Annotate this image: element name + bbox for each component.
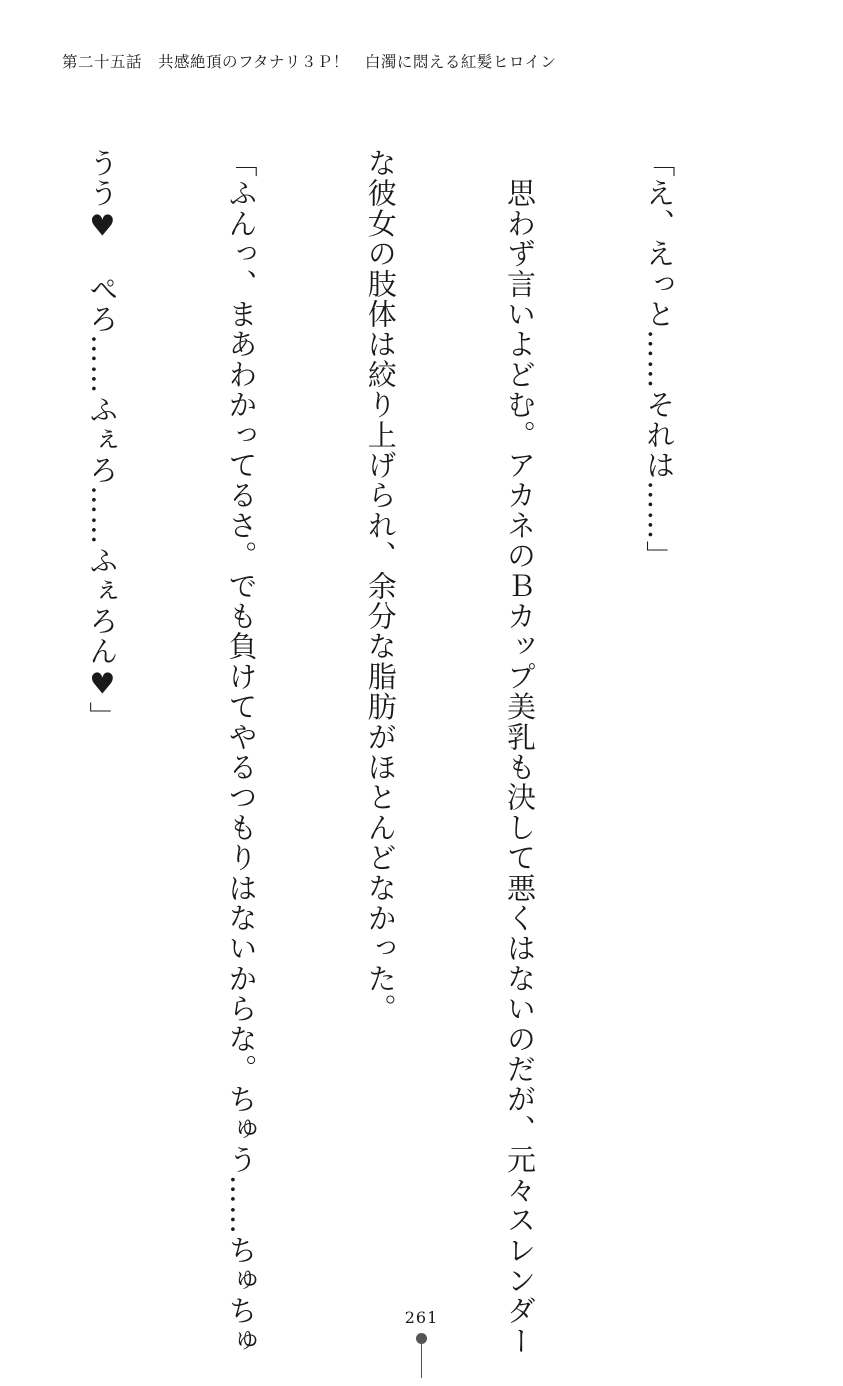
text-column: 「ふんっ、まあわかってるさ。でも負けてやるつもりはないからな。ちゅう……ちゅちゅ (224, 148, 259, 1356)
running-head: 第二十五話 共感絶頂のフタナリ３Ｐ！ 白濁に悶える紅髪ヒロイン (62, 53, 557, 71)
text-column: 思わず言いよどむ。アカネのＢカップ美乳も決して悪くはないのだが、元々スレンダー (502, 148, 537, 1356)
text-column: 「え、えっと……それは……」 (642, 148, 677, 571)
text-column: な彼女の肢体は絞り上げられ、余分な脂肪がほとんどなかった。 (363, 148, 398, 1024)
folio-line (421, 1343, 422, 1378)
page-number: 261 (404, 1308, 439, 1327)
text-column: うう♥ ぺろ……ふぇろ……ふぇろん♥」 (85, 148, 120, 732)
